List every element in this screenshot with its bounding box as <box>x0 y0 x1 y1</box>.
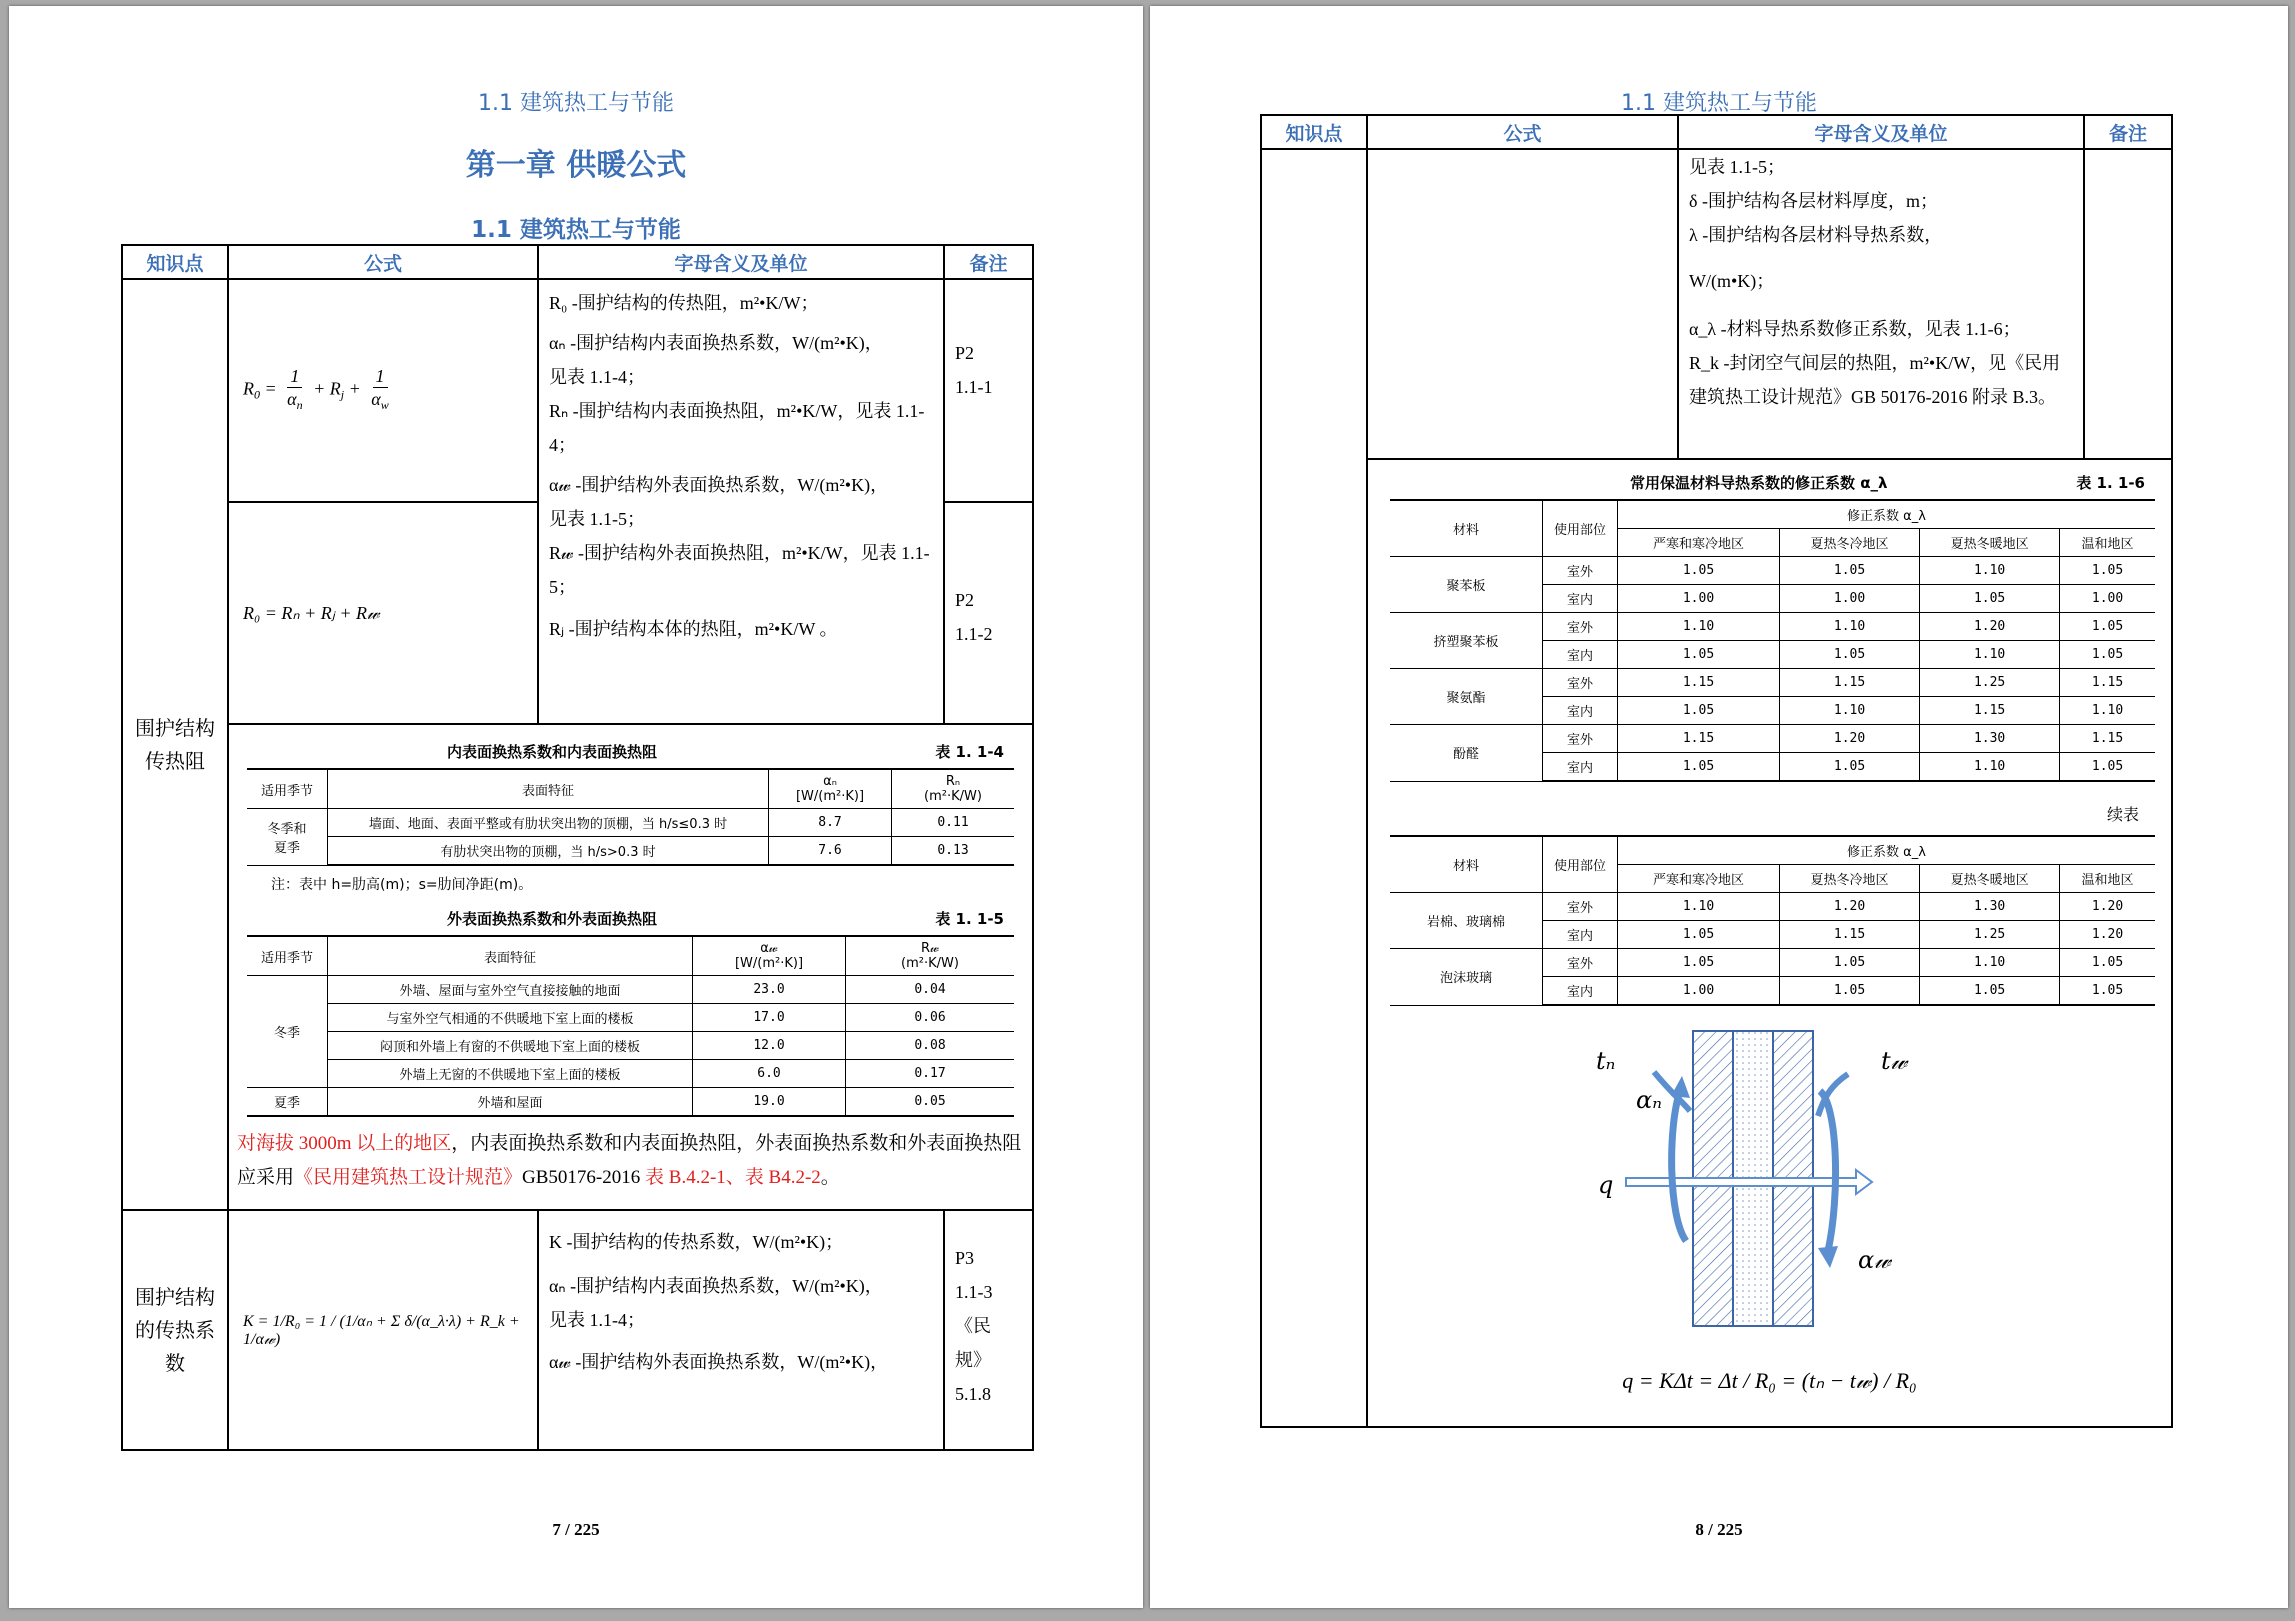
note-p2-1: P2 1.1-1 <box>944 279 1033 502</box>
label-alpha-n: αₙ <box>1636 1086 1662 1114</box>
table-1-1-6-caption: 常用保温材料导热系数的修正系数 α_λ 表 1. 1-6 <box>1630 474 2145 492</box>
col-formula: 公式 <box>228 245 538 279</box>
table-row: 酚醛 室外 1.15 1.20 1.30 1.15 <box>1390 725 2155 753</box>
page-7 <box>9 6 1143 1608</box>
col-meaning: 字母含义及单位 <box>538 245 944 279</box>
note-cell-empty <box>2084 149 2172 459</box>
table-row: 挤塑聚苯板 室外 1.10 1.10 1.20 1.05 <box>1390 613 2155 641</box>
table-row: 聚氨酯 室外 1.15 1.15 1.25 1.15 <box>1390 669 2155 697</box>
page-8 <box>1150 6 2288 1608</box>
alpha-w-arrow <box>1820 1091 1836 1251</box>
wall-heat-flow-diagram <box>1368 1006 2171 1426</box>
symbol-meanings-1: R₀ -围护结构的传热阻，m²•K/W； αₙ -围护结构内表面换热系数，W/(m²•K)， 见表 1.1-4； Rₙ -围护结构内表面换热阻，m²•K/W，见表 1.1-4； α𝓌 -围护结构外表面换热系数，W/(m²•K)， 见表 1.1-5； R𝓌 -围护结构外表面换热阻，m²•K/W，见表 1.1-5； Rⱼ -围护结构本体的热阻，m²•K/W 。 <box>538 279 944 724</box>
knowledge-cell-empty <box>1261 149 1367 1427</box>
table-row: 室内 1.00 1.00 1.05 1.00 <box>1390 585 2155 613</box>
heat-flux-formula: q = KΔt = Δt / R₀ = (tₙ − t𝓌) / R₀ <box>1622 1368 1917 1393</box>
running-header: 1.1 建筑热工与节能 <box>478 91 674 116</box>
table-1-1-5: 适用季节 表面特征 α𝓌 [W/(m²·K)] R𝓌 (m²·K/W) 冬季 外墙、屋面与室外空气直接接触的地面 23.0 0.04 与室外空气相通的不供暖地下室上面的楼板 17.0 0.06 闷顶和外墙上有窗的不供暖地下室上面的楼板 12.0 0.08 外墙上无窗的不供暖地下室上面的楼板 6.0 0.17 夏季 外墙和屋面 19.0 0.05 <box>247 935 1014 1117</box>
continued-label: 续表 <box>2106 805 2139 824</box>
table-1-1-4: 适用季节 表面特征 αₙ [W/(m²·K)] Rₙ (m²·K/W) 冬季和夏季 墙面、地面、表面平整或有肋状突出物的顶棚，当 h/s≤0.3 时 8.7 0.11 有肋状突出物的顶棚，当 h/s>0.3 时 7.6 0.13 <box>247 768 1014 866</box>
table-row: 室内 1.05 1.05 1.10 1.05 <box>1390 641 2155 669</box>
table-1-1-4-caption: 内表面换热系数和内表面换热阻 表 1. 1-4 <box>447 743 1004 761</box>
section-title: 1.1 建筑热工与节能 <box>471 217 681 243</box>
chapter-title: 第一章 供暖公式 <box>465 148 687 183</box>
page-number: 8 / 225 <box>1695 1520 1743 1539</box>
label-tn: tₙ <box>1596 1047 1616 1075</box>
formula-r0-sum: R₀ = Rₙ + Rⱼ + R𝓌 <box>228 502 538 724</box>
col-note: 备注 <box>2084 115 2172 149</box>
col-note: 备注 <box>944 245 1033 279</box>
formula-k: K = 1/R₀ = 1 / (1/αₙ + Σ δ/(α_λ·λ) + R_k + 1/α𝓌) <box>228 1210 538 1450</box>
altitude-remark: 对海拔 3000m 以上的地区，内表面换热系数和内表面换热阻，外表面换热系数和外表面换热阻应采用《民用建筑热工设计规范》GB50176-2016 表 B.4.2-1、表 B4.2-2。 <box>237 1133 1022 1188</box>
alpha-n-arrow <box>1672 1091 1686 1241</box>
table-row: 岩棉、玻璃棉 室外 1.10 1.20 1.30 1.20 <box>1390 893 2155 921</box>
label-q: q <box>1598 1171 1614 1199</box>
col-meaning: 字母含义及单位 <box>1678 115 2084 149</box>
running-header: 1.1 建筑热工与节能 <box>1621 91 1817 116</box>
table-row: 室内 1.00 1.05 1.05 1.05 <box>1390 977 2155 1006</box>
wall-diagram-svg <box>1368 1006 2188 1426</box>
table-1-1-6: 材料 使用部位 修正系数 α_λ 严寒和寒冷地区 夏热冬冷地区 夏热冬暖地区 温和地区 聚苯板 室外 1.05 1.05 1.10 1.05 室内 1.00 1.00 1.05 1.00 挤塑聚苯板 室外 1.10 1.10 1.20 1.05 室内 1.05 1.05 1.10 1.05 聚氨酯 室外 1.15 1.15 1.25 1.15 室内 1.05 1.10 1.15 1.10 酚醛 室外 1.15 1.20 1.30 1.15 室内 1.05 1.05 1.10 1.05 <box>1390 499 2155 782</box>
correction-tables-cell <box>1367 459 2172 1427</box>
label-alpha-w: α𝓌 <box>1858 1246 1891 1274</box>
col-knowledge: 知识点 <box>122 245 228 279</box>
spec-tables-cell <box>228 724 1033 1210</box>
table-row: 室内 1.05 1.05 1.10 1.05 <box>1390 753 2155 782</box>
table-1-1-6-continued: 材料 使用部位 修正系数 α_λ 严寒和寒冷地区 夏热冬冷地区 夏热冬暖地区 温和地区 岩棉、玻璃棉 室外 1.10 1.20 1.30 1.20 室内 1.05 1.15 1.25 1.20 泡沫玻璃 室外 1.05 1.05 1.10 1.05 室内 1.00 1.05 1.05 1.05 <box>1390 835 2155 1006</box>
note-p3: P3 1.1-3 《民 规》 5.1.8 <box>944 1210 1033 1450</box>
knowledge-point-heat-resistance: 围护结构传热阻 <box>122 279 228 1210</box>
col-knowledge: 知识点 <box>1261 115 1367 149</box>
table-row: 室内 1.05 1.15 1.25 1.20 <box>1390 921 2155 949</box>
knowledge-point-heat-transfer: 围护结构的传热系数 <box>122 1210 228 1450</box>
table-1-1-4-note: 注：表中 h=肋高(m)；s=肋间净距(m)。 <box>271 877 533 893</box>
formula-table-continued <box>1260 114 2173 1428</box>
page-number: 7 / 225 <box>552 1520 600 1539</box>
table-row: 聚苯板 室外 1.05 1.05 1.10 1.05 <box>1390 557 2155 585</box>
table-1-1-5-caption: 外表面换热系数和外表面换热阻 表 1. 1-5 <box>447 910 1004 928</box>
col-formula: 公式 <box>1367 115 1678 149</box>
table-row: 泡沫玻璃 室外 1.05 1.05 1.10 1.05 <box>1390 949 2155 977</box>
symbol-meanings-cont: 见表 1.1-5； δ -围护结构各层材料厚度，m； λ -围护结构各层材料导热系数， W/(m•K)； α_λ -材料导热系数修正系数，见表 1.1-6； R_k -封闭空气间层的热阻，m²•K/W，见《民用建筑热工设计规范》GB 50176-2016 附录 B.3。 <box>1678 149 2084 459</box>
label-tw: t𝓌 <box>1881 1047 1908 1075</box>
formula-table <box>121 244 1034 1451</box>
symbol-meanings-2: K -围护结构的传热系数，W/(m²•K)； αₙ -围护结构内表面换热系数，W/(m²•K)， 见表 1.1-4； α𝓌 -围护结构外表面换热系数，W/(m²•K)， <box>538 1210 944 1450</box>
note-p2-2: P2 1.1-2 <box>944 502 1033 724</box>
formula-cell-empty <box>1367 149 1678 459</box>
table-row: 室内 1.05 1.10 1.15 1.10 <box>1390 697 2155 725</box>
formula-r0-alpha: $R_0$ = $\frac{1}{\alpha_n}$ + $R_j$ + $\frac{1}{\alpha_w}$ <box>228 279 538 502</box>
